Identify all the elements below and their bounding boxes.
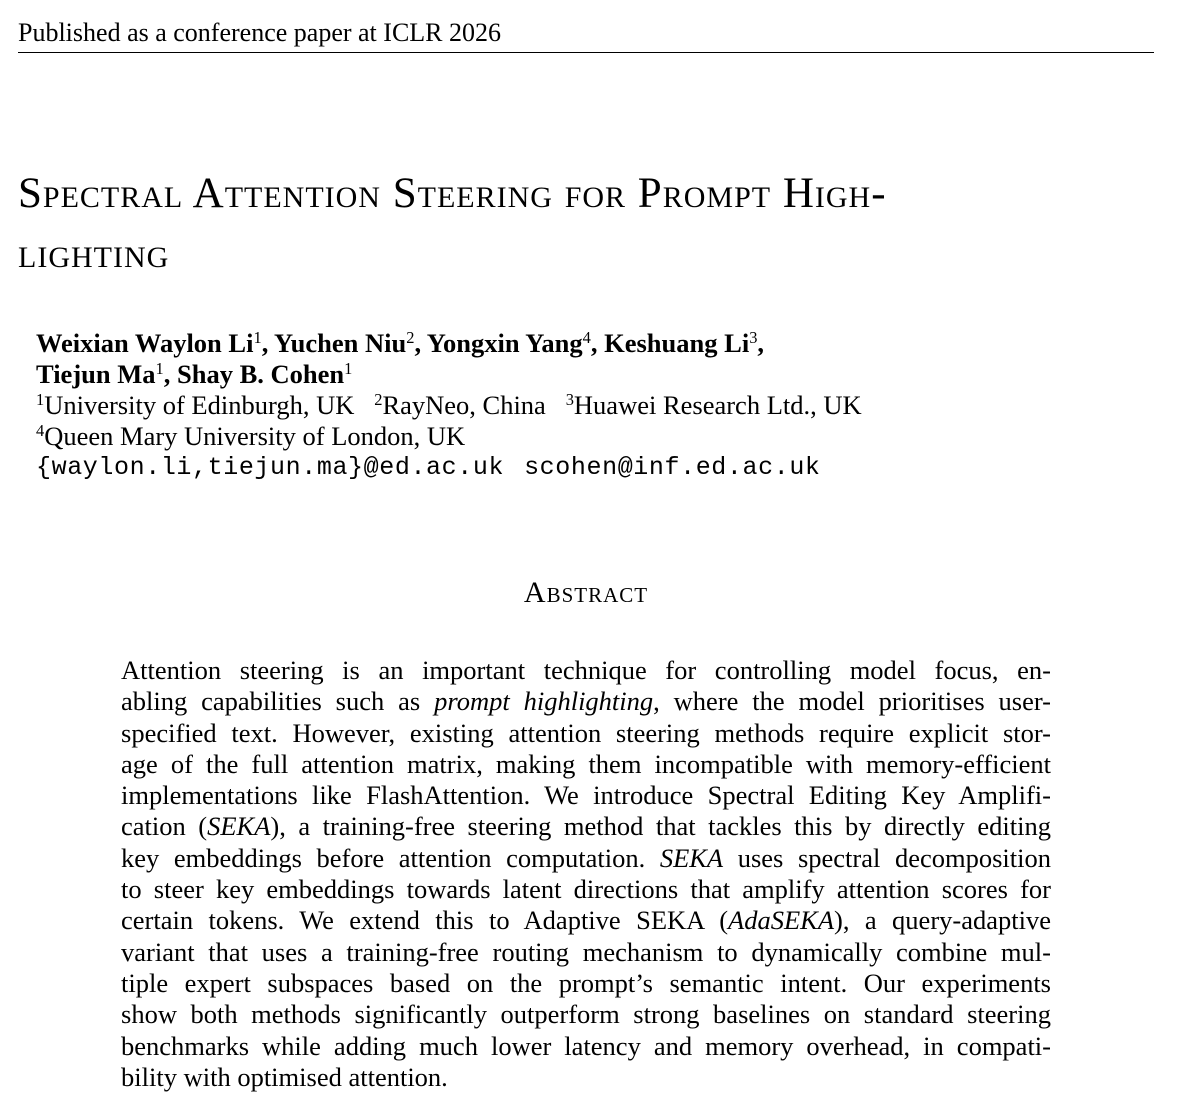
abstract-text: ), a training-free steering method that tackles this by directly editing [270, 811, 1051, 842]
author-affil-sup: 1 [344, 358, 353, 378]
author-separator: , [163, 359, 177, 389]
author-line-2 [36, 359, 1156, 390]
affiliation: RayNeo, China [382, 390, 546, 420]
abstract-line: bility with optimised attention. [121, 1061, 448, 1092]
abstract-text: uses spectral decomposition [723, 842, 1051, 873]
email-address[interactable]: scohen@inf.ed.ac.uk [524, 453, 821, 482]
title-line-2: lighting [18, 230, 170, 277]
abstract-line: implementations like FlashAttention. We introduce Spectral Editing Key Amplifi- [121, 780, 1051, 811]
abstract-line: variant that uses a training-free routing mechanism to dynamically combine mul- [121, 936, 1051, 967]
author-line-1 [36, 328, 1156, 359]
abstract-text: ), a query-adaptive [834, 905, 1051, 936]
abstract-line: tiple expert subspaces based on the prompt’s semantic intent. Our experiments [121, 967, 1051, 998]
abstract-text: , where the model prioritises user- [653, 686, 1051, 717]
abstract-line: Attention steering is an important technique for controlling model focus, en- [121, 655, 1051, 685]
emphasis-text: SEKA [659, 842, 724, 873]
author-name: Keshuang Li [604, 328, 750, 358]
paper-title [18, 164, 1168, 284]
author-affil-sup: 4 [582, 327, 591, 347]
author-name: Shay B. Cohen [176, 359, 345, 389]
emphasis-text: AdaSEKA [728, 905, 835, 936]
author-separator: , [590, 328, 605, 358]
affiliation: Huawei Research Ltd., UK [573, 390, 862, 420]
affil-sup: 4 [36, 420, 45, 440]
affil-sup: 1 [36, 389, 45, 409]
author-separator: , [261, 328, 274, 358]
abstract-line: age of the full attention matrix, making them incompatible with memory-efficient [121, 748, 1051, 779]
venue-text: Published as a conference paper at ICLR 2026 [18, 18, 502, 47]
email-address[interactable]: {waylon.li,tiejun.ma}@ed.ac.uk [36, 453, 505, 482]
author-name: Tiejun Ma [36, 359, 156, 389]
abstract-line [121, 811, 1051, 842]
title-line-1: Spectral Attention Steering for Prompt High- [18, 170, 887, 217]
affiliation-line-2 [36, 421, 1156, 452]
abstract-body [121, 655, 1051, 1093]
author-affil-sup: 1 [253, 327, 262, 347]
affiliation-line-1 [36, 390, 1156, 421]
abstract-text: key embeddings before attention computation. [121, 842, 660, 873]
abstract-line [121, 905, 1051, 936]
email-line [36, 452, 1156, 483]
author-name: Yongxin Yang [426, 328, 583, 358]
author-separator: , [414, 328, 427, 358]
emphasis-text: SEKA [207, 811, 271, 842]
abstract-line [121, 843, 1051, 874]
affil-sup: 3 [565, 389, 574, 409]
affiliation: Queen Mary University of London, UK [44, 421, 466, 451]
affil-sup: 2 [374, 389, 383, 409]
running-header [18, 16, 1154, 53]
abstract-text: abling capabilities such as [121, 686, 435, 717]
emphasis-text: prompt highlighting [434, 686, 654, 717]
author-name: Weixian Waylon Li [36, 328, 254, 358]
author-affil-sup: 3 [749, 327, 758, 347]
author-name: Yuchen Niu [273, 328, 407, 358]
abstract-line: show both methods significantly outperform strong baselines on standard steering [121, 999, 1051, 1030]
abstract-line: specified text. However, existing attention steering methods require explicit stor- [121, 717, 1051, 748]
abstract-line: benchmarks while adding much lower latency and memory overhead, in compati- [121, 1030, 1051, 1061]
author-affil-sup: 1 [155, 358, 164, 378]
author-separator: , [757, 328, 765, 358]
abstract-line: to steer key embeddings towards latent directions that amplify attention scores for [121, 874, 1051, 905]
abstract-text: certain tokens. We extend this to Adaptive SEKA ( [121, 905, 729, 936]
author-block [36, 328, 1156, 483]
abstract-line [121, 686, 1051, 717]
abstract-text: cation ( [121, 811, 208, 842]
affiliation: University of Edinburgh, UK [44, 390, 355, 420]
abstract-heading: Abstract [523, 576, 649, 609]
author-affil-sup: 2 [406, 327, 415, 347]
